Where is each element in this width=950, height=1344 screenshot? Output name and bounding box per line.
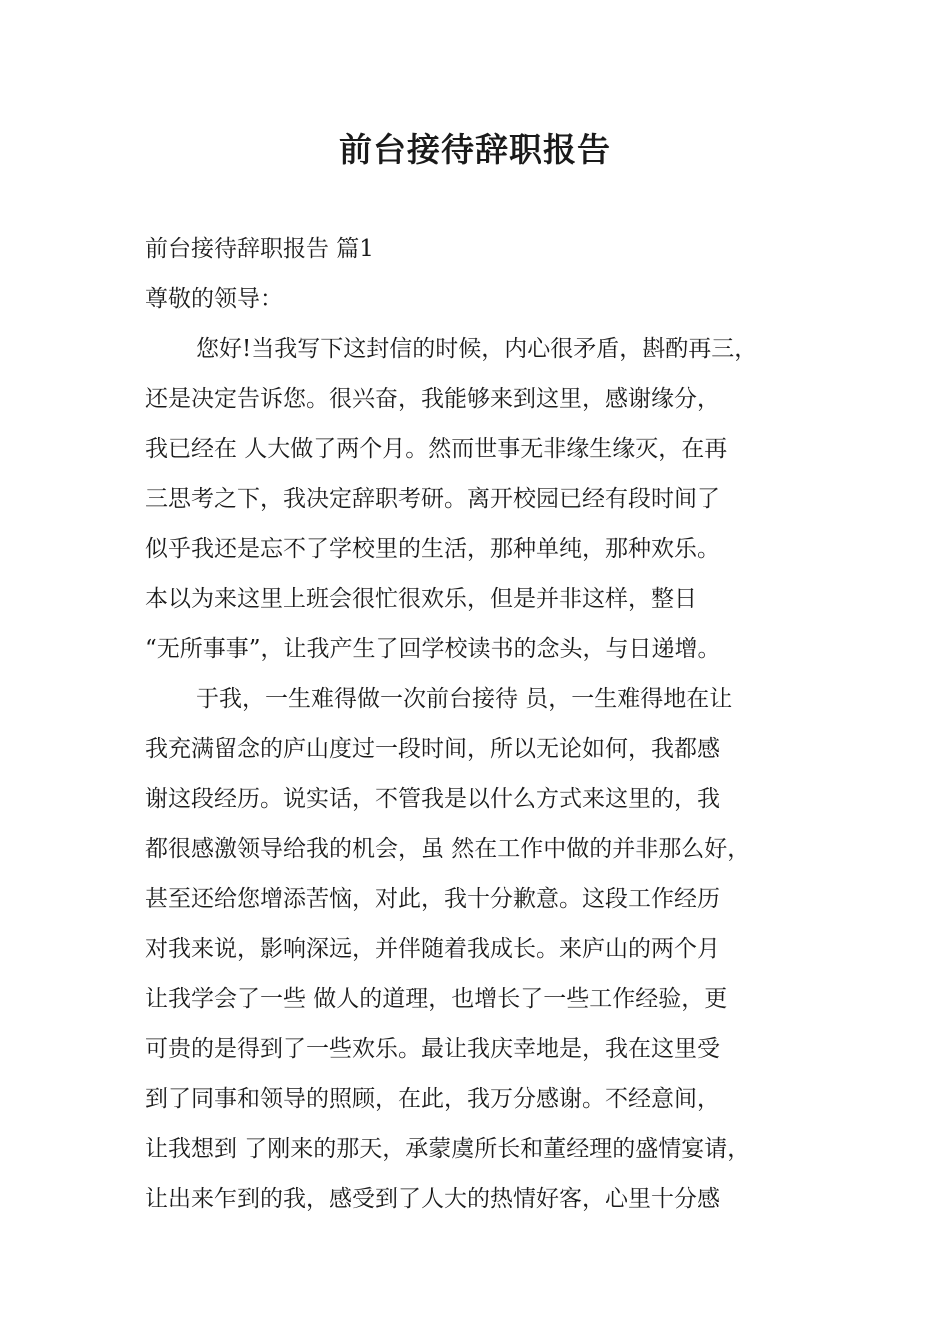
paragraph-line: 于我，一生难得做一次前台接待 员，一生难得地在让 — [196, 686, 733, 712]
paragraph-line: 都很感激领导给我的机会，虽 然在工作中做的并非那么好， — [145, 836, 751, 862]
paragraph-line: “无所事事”，让我产生了回学校读书的念头，与日递增。 — [145, 636, 721, 662]
paragraph-line: 让我学会了一些 做人的道理，也增长了一些工作经验，更 — [145, 986, 728, 1012]
paragraph-line: 似乎我还是忘不了学校里的生活，那种单纯，那种欢乐。 — [145, 536, 720, 562]
paragraph-line: 还是决定告诉您。很兴奋，我能够来到这里，感谢缘分， — [145, 386, 720, 412]
paragraph-line: 我充满留念的庐山度过一段时间，所以无论如何，我都感 — [145, 736, 720, 762]
paragraph-line: 让我想到 了刚来的那天，承蒙虞所长和董经理的盛情宴请， — [145, 1136, 751, 1162]
section-heading: 前台接待辞职报告 篇1 — [145, 236, 374, 262]
paragraph-line: 让出来乍到的我，感受到了人大的热情好客，心里十分感 — [145, 1186, 720, 1212]
paragraph-line: 对我来说，影响深远，并伴随着我成长。来庐山的两个月 — [145, 936, 720, 962]
paragraph-line: 可贵的是得到了一些欢乐。最让我庆幸地是，我在这里受 — [145, 1036, 720, 1062]
paragraph-line: 您好!当我写下这封信的时候，内心很矛盾，斟酌再三， — [196, 336, 758, 362]
paragraph-line: 本以为来这里上班会很忙很欢乐，但是并非这样，整日 — [145, 586, 697, 612]
paragraph-line: 我已经在 人大做了两个月。然而世事无非缘生缘灭，在再 — [145, 436, 728, 462]
paragraph-line: 到了同事和领导的照顾，在此，我万分感谢。不经意间， — [145, 1086, 720, 1112]
paragraph-line: 谢这段经历。说实话，不管我是以什么方式来这里的，我 — [145, 786, 720, 812]
paragraph-line: 甚至还给您增添苦恼，对此，我十分歉意。这段工作经历 — [145, 886, 720, 912]
salutation: 尊敬的领导： — [145, 286, 283, 312]
paragraph-line: 三思考之下，我决定辞职考研。离开校园已经有段时间了 — [145, 486, 720, 512]
document-title: 前台接待辞职报告 — [339, 130, 611, 169]
